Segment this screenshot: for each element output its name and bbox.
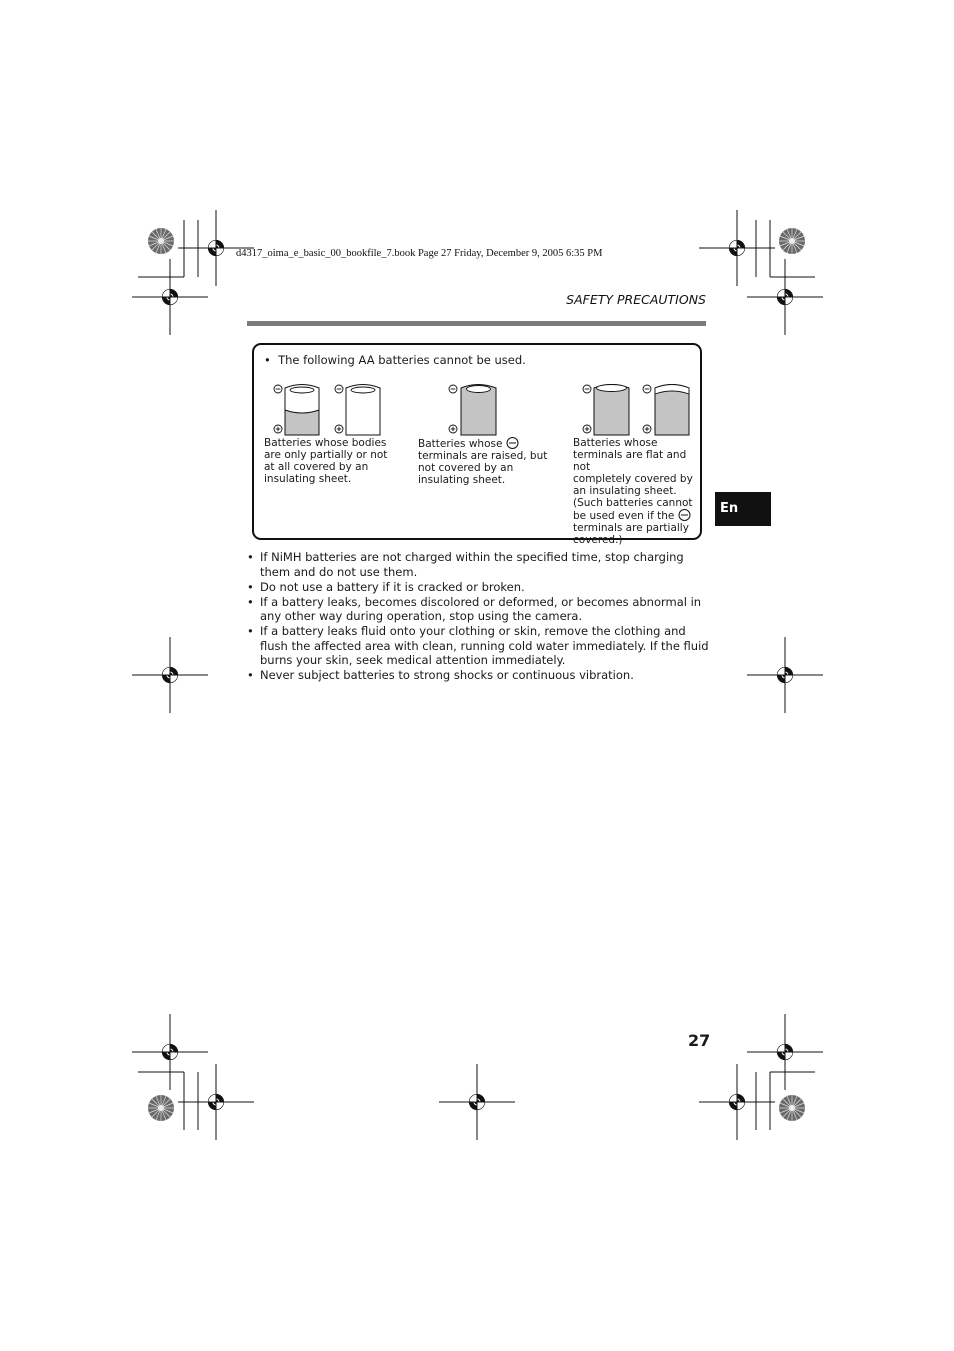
battery-partially-covered-icon <box>274 385 319 436</box>
battery-illustrations <box>254 380 700 438</box>
caption-raised-terminal: Batteries whose terminals are raised, but not covered by an insulating sheet. <box>418 438 548 486</box>
page-number: 27 <box>688 1031 711 1050</box>
print-info-line: d4317_oima_e_basic_00_bookfile_7.book Page 27 Friday, December 9, 2005 6:35 PM <box>236 248 603 259</box>
battery-warnings-list <box>247 550 709 683</box>
header-rule <box>247 321 706 326</box>
box-intro: • The following AA batteries cannot be used. <box>264 353 526 367</box>
battery-uncovered-icon <box>335 385 380 436</box>
battery-flat-terminal-icon <box>583 385 629 436</box>
battery-flat-partially-covered-icon <box>643 385 689 436</box>
list-item: • If NiMH batteries are not charged within the specified time, stop charging them and do not use them. <box>247 550 709 579</box>
list-item: • If a battery leaks fluid onto your clothing or skin, remove the clothing and flush the affected area with clean, running cold water immediately. If the fluid burns your skin, seek medical attention immediately. <box>247 624 709 668</box>
caption-partially-covered: Batteries whose bodies are only partially or not at all covered by an insulating sheet. <box>264 437 388 485</box>
caption-flat-terminal: Batteries whose terminals are flat and not completely covered by an insulating sheet. (Such batteries cannot be used even if the terminals are partially covered.) <box>573 437 693 546</box>
box-intro-text: The following AA batteries cannot be used. <box>278 353 526 367</box>
minus-terminal-icon <box>506 437 519 449</box>
list-item: • If a battery leaks, becomes discolored or deformed, or becomes abnormal in any other way during operation, stop using the camera. <box>247 595 709 624</box>
minus-terminal-icon <box>678 509 691 521</box>
section-title: SAFETY PRECAUTIONS <box>566 292 706 307</box>
language-tab: En <box>715 492 771 526</box>
list-item: • Never subject batteries to strong shocks or continuous vibration. <box>247 668 709 683</box>
battery-warning-box <box>252 343 702 546</box>
battery-raised-terminal-icon <box>449 385 496 436</box>
list-item: • Do not use a battery if it is cracked or broken. <box>247 580 709 595</box>
